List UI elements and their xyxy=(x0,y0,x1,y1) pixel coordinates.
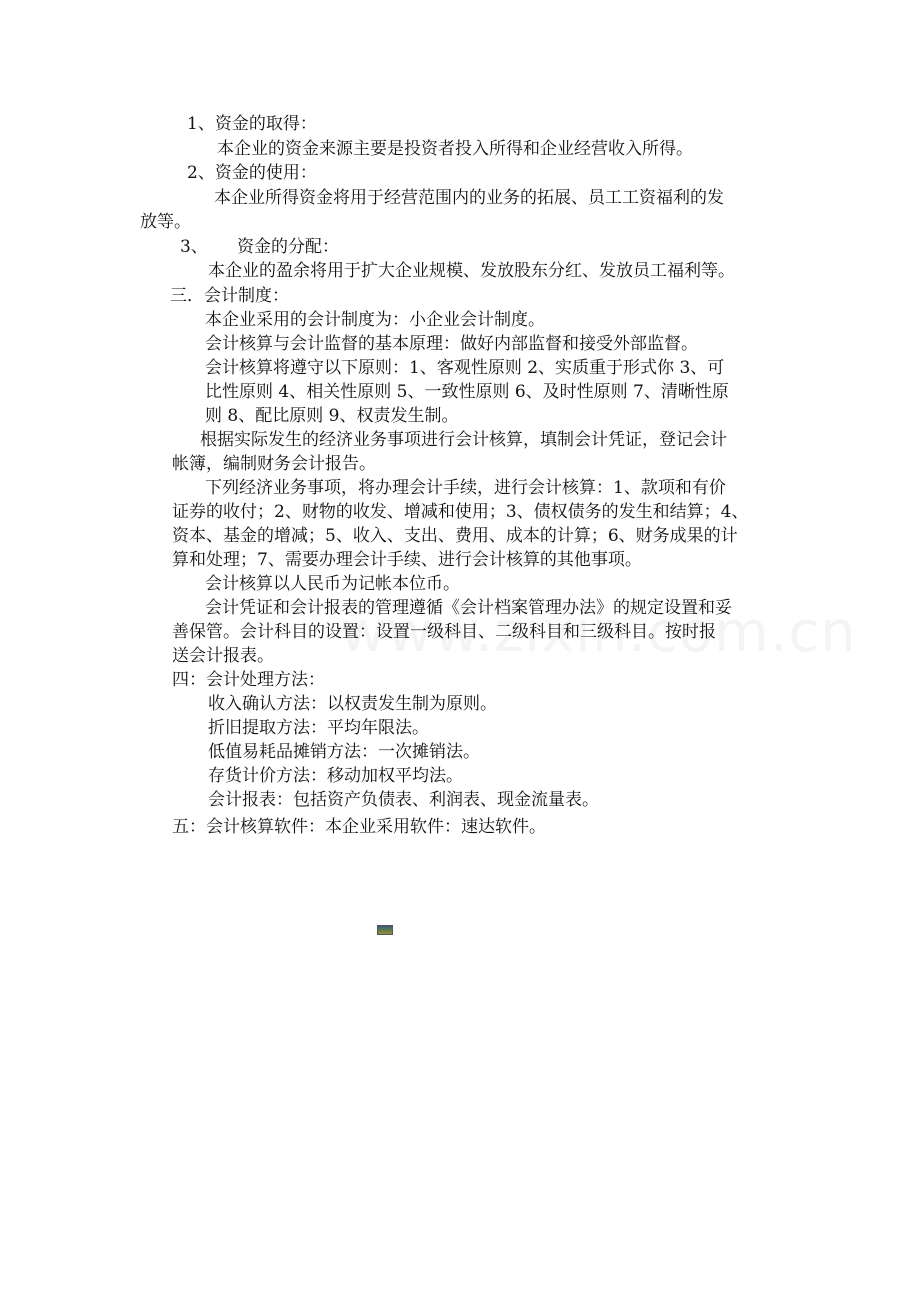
paragraph-line: 证券的收付；2、财物的收发、增减和使用；3、债权债务的发生和结算；4、 xyxy=(172,502,749,522)
paragraph-line: 比性原则 4、相关性原则 5、一致性原则 6、及时性原则 7、清晰性原 xyxy=(205,382,729,402)
section-4-heading: 四：会计处理方法： xyxy=(172,670,325,690)
paragraph-line: 存货计价方法：移动加权平均法。 xyxy=(208,766,463,786)
item-1-heading: 1、资金的取得： xyxy=(187,114,317,134)
paragraph-line: 帐簿，编制财务会计报告。 xyxy=(172,454,376,474)
section-5-heading: 五：会计核算软件：本企业采用软件：速达软件。 xyxy=(172,817,546,837)
item-3-heading: 资金的分配： xyxy=(237,237,339,257)
paragraph-line: 折旧提取方法：平均年限法。 xyxy=(208,718,429,738)
paragraph-line: 会计核算以人民币为记帐本位币。 xyxy=(205,574,460,594)
paragraph-line: 本企业采用的会计制度为：小企业会计制度。 xyxy=(205,310,545,330)
paragraph-line: 本企业所得资金将用于经营范围内的业务的拓展、员工工资福利的发 xyxy=(214,188,724,208)
item-2-heading: 2、资金的使用： xyxy=(187,163,317,183)
paragraph-line: 算和处理；7、需要办理会计手续、进行会计核算的其他事项。 xyxy=(172,550,642,570)
paragraph-line: 会计报表：包括资产负债表、利润表、现金流量表。 xyxy=(208,790,599,810)
paragraph-line: 送会计报表。 xyxy=(172,646,274,666)
section-3-heading: 三．会计制度： xyxy=(170,286,289,306)
paragraph-line: 善保管。会计科目的设置：设置一级科目、二级科目和三级科目。按时报 xyxy=(172,622,716,642)
paragraph-line: 会计核算将遵守以下原则：1、客观性原则 2、实质重于形式你 3、可 xyxy=(205,358,725,378)
paragraph-line: 本企业的资金来源主要是投资者投入所得和企业经营收入所得。 xyxy=(217,139,693,159)
paragraph-line: 下列经济业务事项，将办理会计手续，进行会计核算：1、款项和有价 xyxy=(205,478,726,498)
paragraph-line: 低值易耗品摊销方法：一次摊销法。 xyxy=(208,742,480,762)
paragraph-line: 则 8、配比原则 9、权责发生制。 xyxy=(205,406,459,426)
item-3-number: 3、 xyxy=(180,237,208,257)
paragraph-line: 收入确认方法：以权责发生制为原则。 xyxy=(208,694,497,714)
paragraph-line: 根据实际发生的经济业务事项进行会计核算，填制会计凭证，登记会计 xyxy=(200,430,727,450)
paragraph-line: 放等。 xyxy=(140,212,191,232)
paragraph-line: 资本、基金的增减；5、收入、支出、费用、成本的计算；6、财务成果的计 xyxy=(172,526,738,546)
image-thumbnail xyxy=(377,925,393,935)
paragraph-line: 本企业的盈余将用于扩大企业规模、发放股东分红、发放员工福利等。 xyxy=(208,261,735,281)
paragraph-line: 会计凭证和会计报表的管理遵循《会计档案管理办法》的规定设置和妥 xyxy=(205,598,732,618)
paragraph-line: 会计核算与会计监督的基本原理：做好内部监督和接受外部监督。 xyxy=(205,334,698,354)
